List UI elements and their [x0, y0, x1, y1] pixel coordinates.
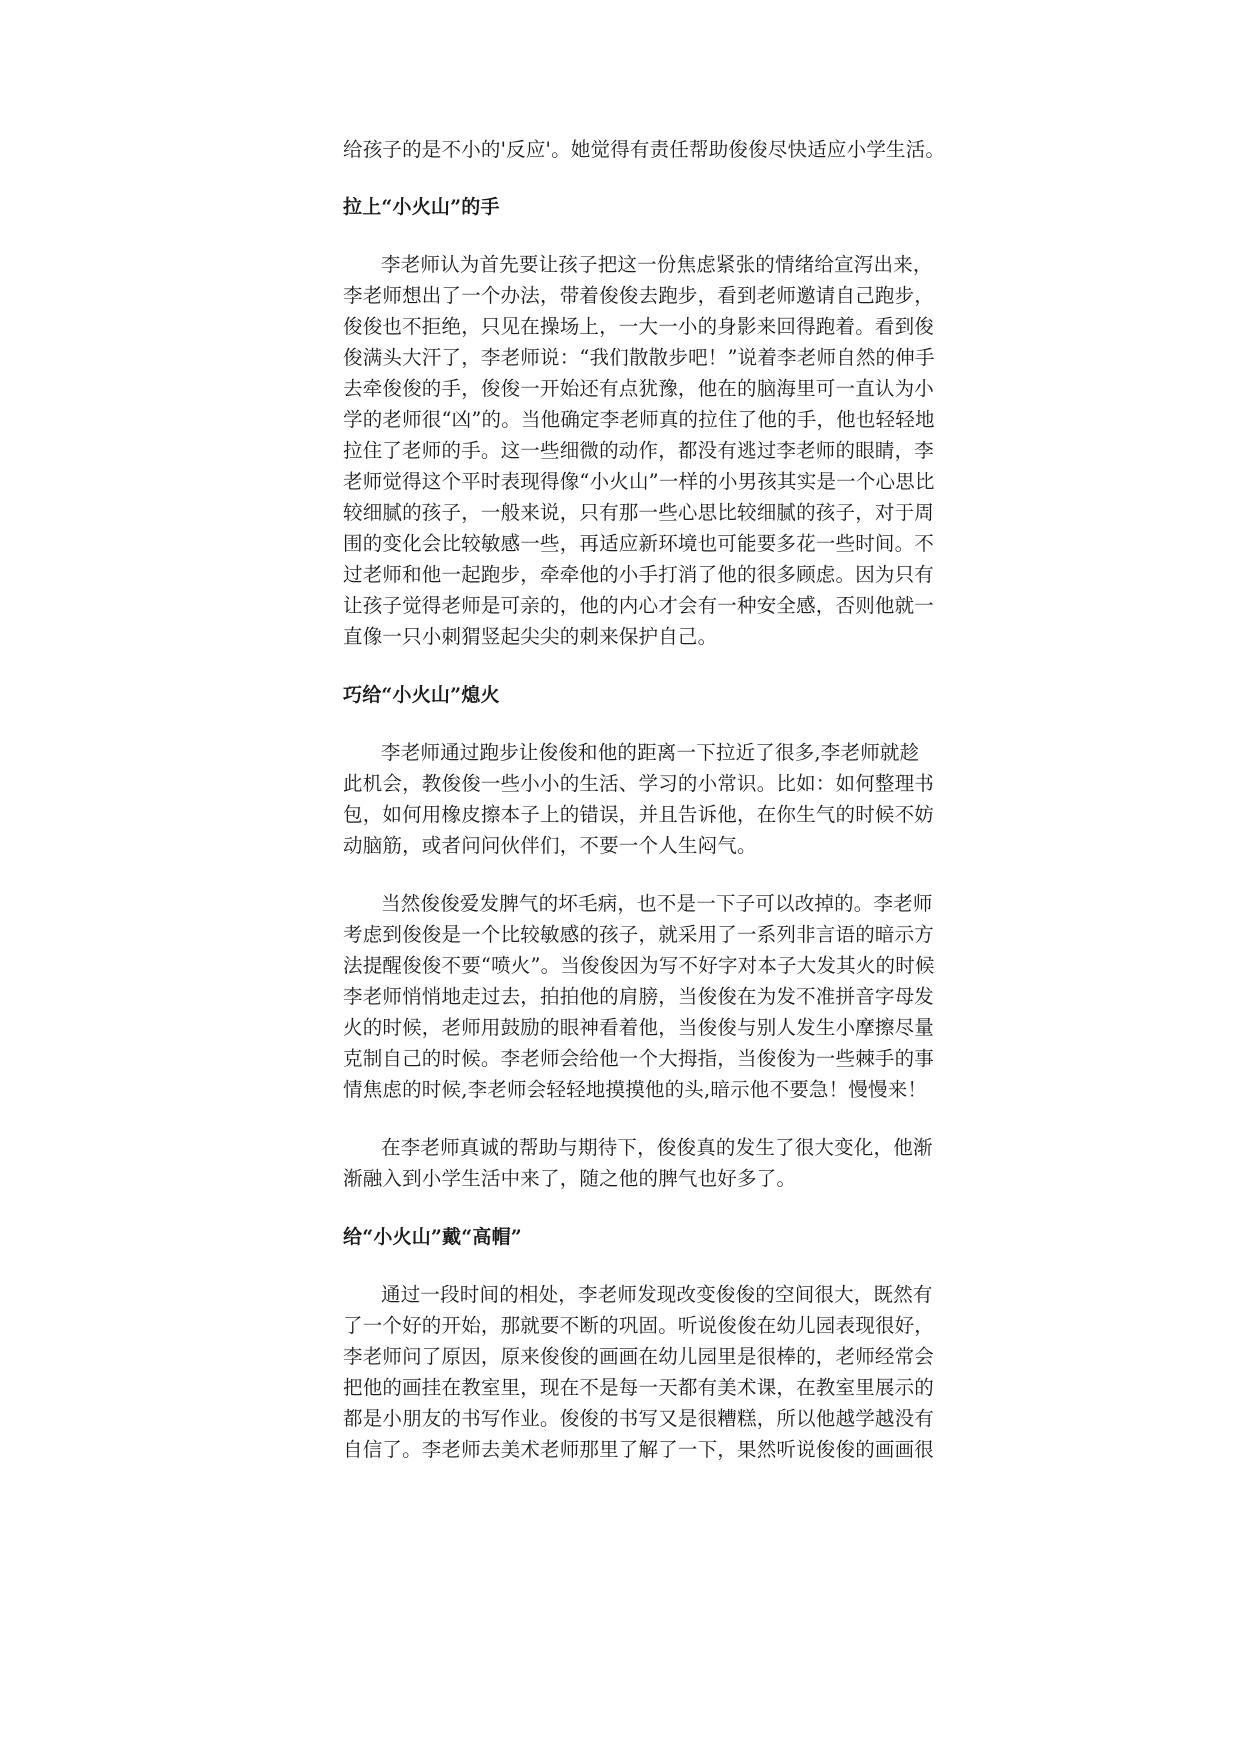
body-line: 较细腻的孩子，一般来说，只有那一些心思比较细腻的孩子，对于周	[343, 501, 935, 524]
body-line: 李老师问了原因，原来俊俊的画画在幼儿园里是很棒的，老师经常会	[343, 1345, 935, 1368]
section-heading: 巧给“小火山”熄火	[343, 684, 500, 706]
body-line: 包，如何用橡皮擦本子上的错误，并且告诉他，在你生气的时候不妨	[343, 803, 935, 826]
body-line: 都是小朋友的书写作业。俊俊的书写又是很糟糕，所以他越学越没有	[343, 1407, 935, 1430]
body-line: 李老师通过跑步让俊俊和他的距离一下拉近了很多,李老师就趁	[381, 741, 920, 764]
body-line: 围的变化会比较敏感一些，再适应新环境也可能要多花一些时间。不	[343, 532, 935, 555]
body-line: 老师觉得这个平时表现得像“小火山”一样的小男孩其实是一个心思比	[343, 470, 935, 493]
body-line: 俊俊也不拒绝，只见在操场上，一大一小的身影来回得跑着。看到俊	[343, 315, 935, 338]
body-line: 给孩子的是不小的'反应'。她觉得有责任帮助俊俊尽快适应小学生活。	[343, 138, 946, 161]
body-line: 把他的画挂在教室里，现在不是每一天都有美术课，在教室里展示的	[343, 1376, 935, 1399]
body-line: 了一个好的开始，那就要不断的巩固。听说俊俊在幼儿园表现很好，	[343, 1314, 935, 1337]
body-line: 克制自己的时候。李老师会给他一个大拇指，当俊俊为一些棘手的事	[343, 1047, 935, 1070]
body-line: 李老师认为首先要让孩子把这一份焦虑紧张的情绪给宣泻出来，	[381, 253, 933, 276]
body-line: 拉住了老师的手。这一些细微的动作，都没有逃过李老师的眼睛，李	[343, 439, 935, 462]
body-line: 在李老师真诚的帮助与期待下，俊俊真的发生了很大变化，他渐	[381, 1136, 933, 1159]
body-line: 去牵俊俊的手，俊俊一开始还有点犹豫，他在的脑海里可一直认为小	[343, 377, 935, 400]
body-line: 俊满头大汗了，李老师说：“我们散散步吧！”说着李老师自然的伸手	[343, 346, 935, 369]
body-line: 自信了。李老师去美术老师那里了解了一下，果然听说俊俊的画画很	[343, 1438, 935, 1461]
body-line: 李老师想出了一个办法，带着俊俊去跑步，看到老师邀请自己跑步，	[343, 284, 935, 307]
body-line: 让孩子觉得老师是可亲的，他的内心才会有一种安全感，否则他就一	[343, 594, 935, 617]
body-line: 法提醒俊俊不要“喷火”。当俊俊因为写不好字对本子大发其火的时候	[343, 954, 935, 977]
body-line: 火的时候，老师用鼓励的眼神看着他，当俊俊与别人发生小摩擦尽量	[343, 1016, 935, 1039]
body-line: 当然俊俊爱发脾气的坏毛病，也不是一下子可以改掉的。李老师	[381, 892, 933, 915]
section-heading: 给“小火山”戴“高帽”	[343, 1226, 522, 1248]
section-heading: 拉上“小火山”的手	[343, 196, 500, 218]
body-line: 渐融入到小学生活中来了，随之他的脾气也好多了。	[343, 1167, 797, 1190]
body-line: 此机会，教俊俊一些小小的生活、学习的小常识。比如：如何整理书	[343, 772, 935, 795]
body-line: 学的老师很“凶”的。当他确定李老师真的拉住了他的手，他也轻轻地	[343, 408, 935, 431]
body-line: 李老师悄悄地走过去，拍拍他的肩膀，当俊俊在为发不准拼音字母发	[343, 985, 935, 1008]
body-line: 直像一只小刺猬竖起尖尖的刺来保护自己。	[343, 625, 718, 648]
body-line: 通过一段时间的相处，李老师发现改变俊俊的空间很大，既然有	[381, 1283, 933, 1306]
body-line: 动脑筋，或者问问伙伴们，不要一个人生闷气。	[343, 834, 757, 857]
body-line: 过老师和他一起跑步，牵牵他的小手打消了他的很多顾虑。因为只有	[343, 563, 935, 586]
body-line: 情焦虑的时候,李老师会轻轻地摸摸他的头,暗示他不要急！慢慢来！	[343, 1078, 928, 1101]
body-line: 考虑到俊俊是一个比较敏感的孩子，就采用了一系列非言语的暗示方	[343, 923, 935, 946]
